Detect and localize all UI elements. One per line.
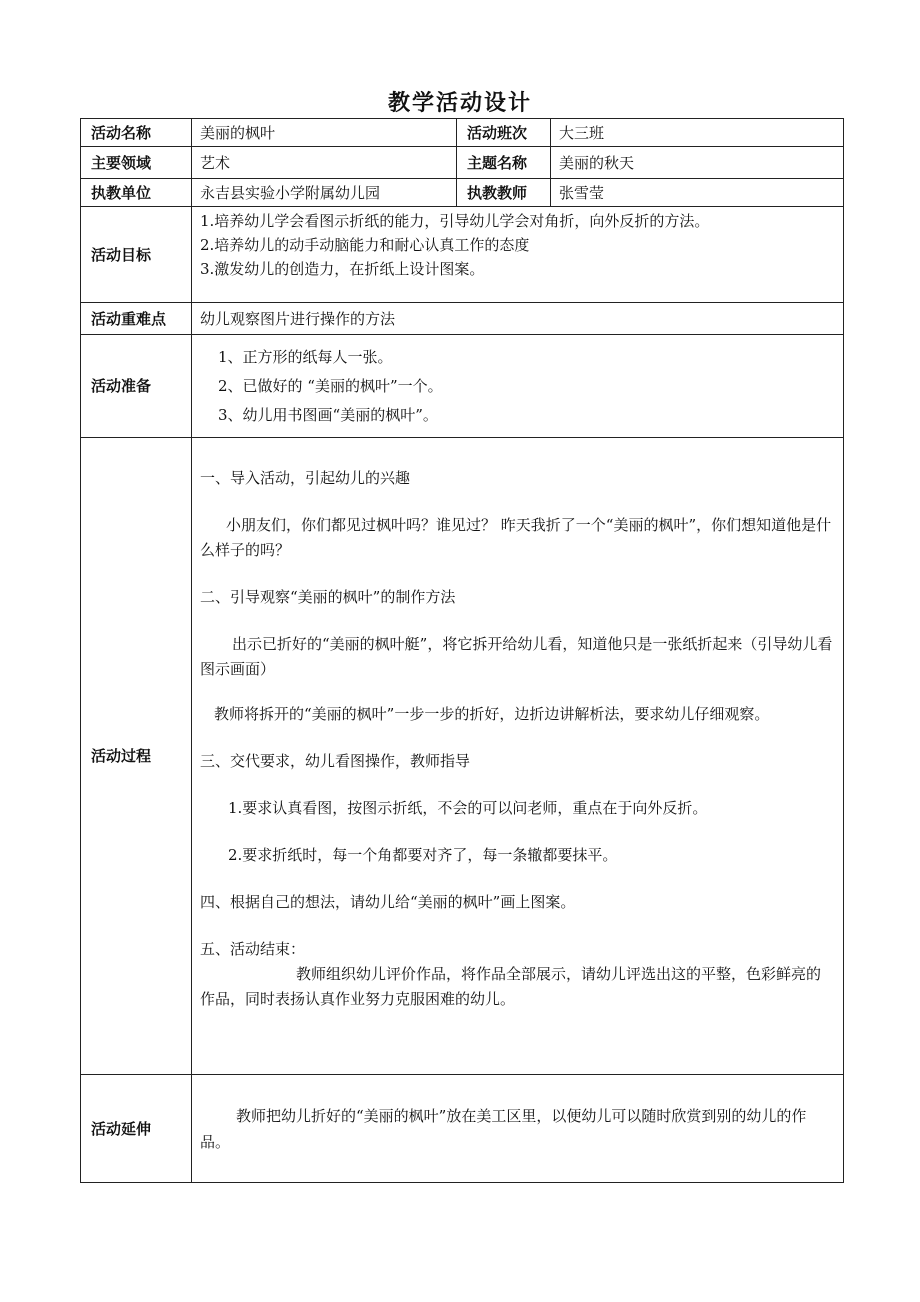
row-key-points: [81, 303, 844, 335]
process-section-heading: 四、根据自己的想法，请幼儿给“美丽的枫叶”画上图案。: [200, 893, 576, 911]
unit-label: 执教单位: [81, 179, 192, 207]
lesson-plan-table: [80, 118, 844, 1183]
domain-label: 主要领域: [81, 147, 192, 179]
row-extension: [81, 1075, 844, 1183]
process-content: [192, 438, 844, 1075]
row-goals: [81, 207, 844, 303]
theme-label: 主题名称: [457, 147, 551, 179]
process-requirement: 2.要求折纸时，每一个角都要对齐了，每一条辙都要抹平。: [228, 846, 618, 864]
teacher-value: 张雪莹: [551, 179, 844, 207]
goal-item: 1.培养幼儿学会看图示折纸的能力，引导幼儿学会对角折，向外反折的方法。: [200, 212, 710, 230]
domain-value: 艺术: [192, 147, 457, 179]
process-paragraph: 教师组织幼儿评价作品，将作品全部展示，请幼儿评选出这的平整，色彩鲜亮的作品，同时表扬认真作业努力克服困难的幼儿。: [200, 965, 822, 1008]
row-unit: [81, 179, 844, 207]
preparation-content: [192, 335, 844, 438]
goal-item: 2.培养幼儿的动手动脑能力和耐心认真工作的态度: [200, 236, 530, 254]
process-section-heading: 二、引导观察“美丽的枫叶”的制作方法: [200, 588, 456, 606]
extension-content: [192, 1075, 844, 1183]
process-paragraph: 小朋友们，你们都见过枫叶吗？谁见过？ 昨天我折了一个“美丽的枫叶”，你们想知道他是什么样子的吗？: [200, 516, 832, 559]
theme-value: 美丽的秋天: [551, 147, 844, 179]
goals-label: 活动目标: [81, 207, 192, 303]
goal-item: 3.激发幼儿的创造力，在折纸上设计图案。: [200, 260, 485, 278]
row-domain: [81, 147, 844, 179]
activity-class-value: 大三班: [551, 119, 844, 147]
unit-value: 永吉县实验小学附属幼儿园: [192, 179, 457, 207]
row-process: [81, 438, 844, 1075]
activity-name-label: 活动名称: [81, 119, 192, 147]
preparation-item: 2、已做好的 “美丽的枫叶”一个。: [218, 376, 443, 395]
page-title: 教学活动设计: [387, 90, 532, 116]
key-points-label: 活动重难点: [81, 303, 192, 335]
process-requirement: 1.要求认真看图，按图示折纸，不会的可以问老师，重点在于向外反折。: [228, 799, 708, 817]
process-paragraph: 出示已折好的“美丽的枫叶艇”，将它拆开给幼儿看，知道他只是一张纸折起来（引导幼儿看图示画面）: [200, 635, 833, 678]
key-points-value: 幼儿观察图片进行操作的方法: [192, 303, 844, 335]
process-section-heading: 一、导入活动，引起幼儿的兴趣: [200, 469, 411, 487]
activity-class-label: 活动班次: [457, 119, 551, 147]
preparation-item: 1、正方形的纸每人一张。: [218, 347, 393, 366]
preparation-item: 3、幼儿用书图画“美丽的枫叶”。: [218, 405, 438, 424]
goals-content: [192, 207, 844, 303]
row-preparation: [81, 335, 844, 438]
row-activity-name: [81, 119, 844, 147]
process-paragraph: 教师将拆开的“美丽的枫叶”一步一步的折好，边折边讲解析法，要求幼儿仔细观察。: [214, 705, 770, 723]
extension-label: 活动延伸: [81, 1075, 192, 1183]
process-section-heading: 五、活动结束：: [200, 940, 306, 958]
preparation-label: 活动准备: [81, 335, 192, 438]
activity-name-value: 美丽的枫叶: [192, 119, 457, 147]
extension-paragraph: 教师把幼儿折好的“美丽的枫叶”放在美工区里，以便幼儿可以随时欣赏到别的幼儿的作品。: [200, 1106, 807, 1151]
process-label: 活动过程: [81, 438, 192, 1075]
teacher-label: 执教教师: [457, 179, 551, 207]
process-section-heading: 三、交代要求，幼儿看图操作，教师指导: [200, 752, 471, 770]
